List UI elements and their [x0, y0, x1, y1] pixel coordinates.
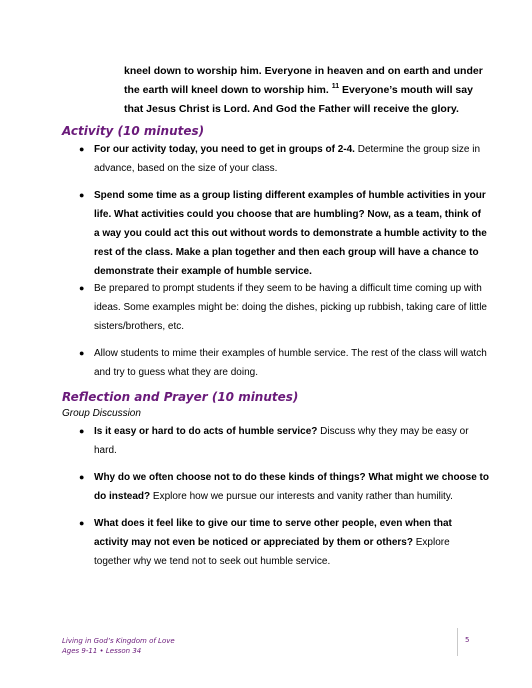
activity-item-1: ● For our activity today, you need to get in groups of 2-4. Determine the group size in advance, based on the size of your class. — [79, 140, 489, 178]
activity-heading: Activity (10 minutes) — [62, 124, 205, 138]
reflection-heading: Reflection and Prayer (10 minutes) — [62, 390, 299, 404]
activity-item-4: ● Allow students to mime their examples of humble service. The rest of the class will watch and try to guess what they are doing. — [79, 344, 489, 382]
quote-text-part1: kneel down to worship him. Everyone in heaven and on earth and under the earth will kneel down to worship him. — [124, 65, 483, 96]
footer-divider — [457, 628, 458, 656]
reflection-item-3: ● What does it feel like to give our time to serve other people, even when that activity may not even be noticed or appreciated by them or others? Explore together why we tend not to seek out humble service. — [79, 514, 489, 571]
activity-item-2: ● Spend some time as a group listing different examples of humble activities in your life. What activities could you choose that are humbling? Now, as a team, think of a way you could act this out without words to demonstrate a humble activity to the rest of the class. Make a plan together and then each group will have a chance to demonstrate their example of humble service. — [79, 186, 489, 281]
reflection-item-2: ● Why do we often choose not to do these kinds of things? What might we choose to do instead? Explore how we pursue our interests and vanity rather than humility. — [79, 468, 489, 506]
footer-lesson-info: Ages 9-11 • Lesson 34 — [62, 647, 142, 655]
activity-item-3: ● Be prepared to prompt students if they seem to be having a difficult time coming up with ideas. Some examples might be: doing the dishes, picking up rubbish, taking care of little sisters/brothers, etc. — [79, 279, 489, 336]
reflection-subheading: Group Discussion — [62, 408, 141, 419]
bullet-icon: ● — [79, 144, 85, 154]
verse-number: 11 — [331, 83, 340, 90]
reflection-item-1: ● Is it easy or hard to do acts of humble service? Discuss why they may be easy or hard. — [79, 422, 489, 460]
bullet-icon: ● — [79, 518, 85, 528]
scripture-quote — [124, 62, 484, 119]
footer-series-title: Living in God’s Kingdom of Love — [62, 637, 175, 645]
quote-text-part2: Everyone’s mouth will say that Jesus Christ is Lord. And God the Father will receive the glory. — [124, 84, 473, 115]
bullet-icon: ● — [79, 426, 85, 436]
bullet-icon: ● — [79, 190, 85, 200]
page-number: 5 — [465, 636, 470, 644]
bullet-icon: ● — [79, 348, 85, 358]
bullet-icon: ● — [79, 283, 85, 293]
footer — [62, 636, 175, 656]
bullet-icon: ● — [79, 472, 85, 482]
